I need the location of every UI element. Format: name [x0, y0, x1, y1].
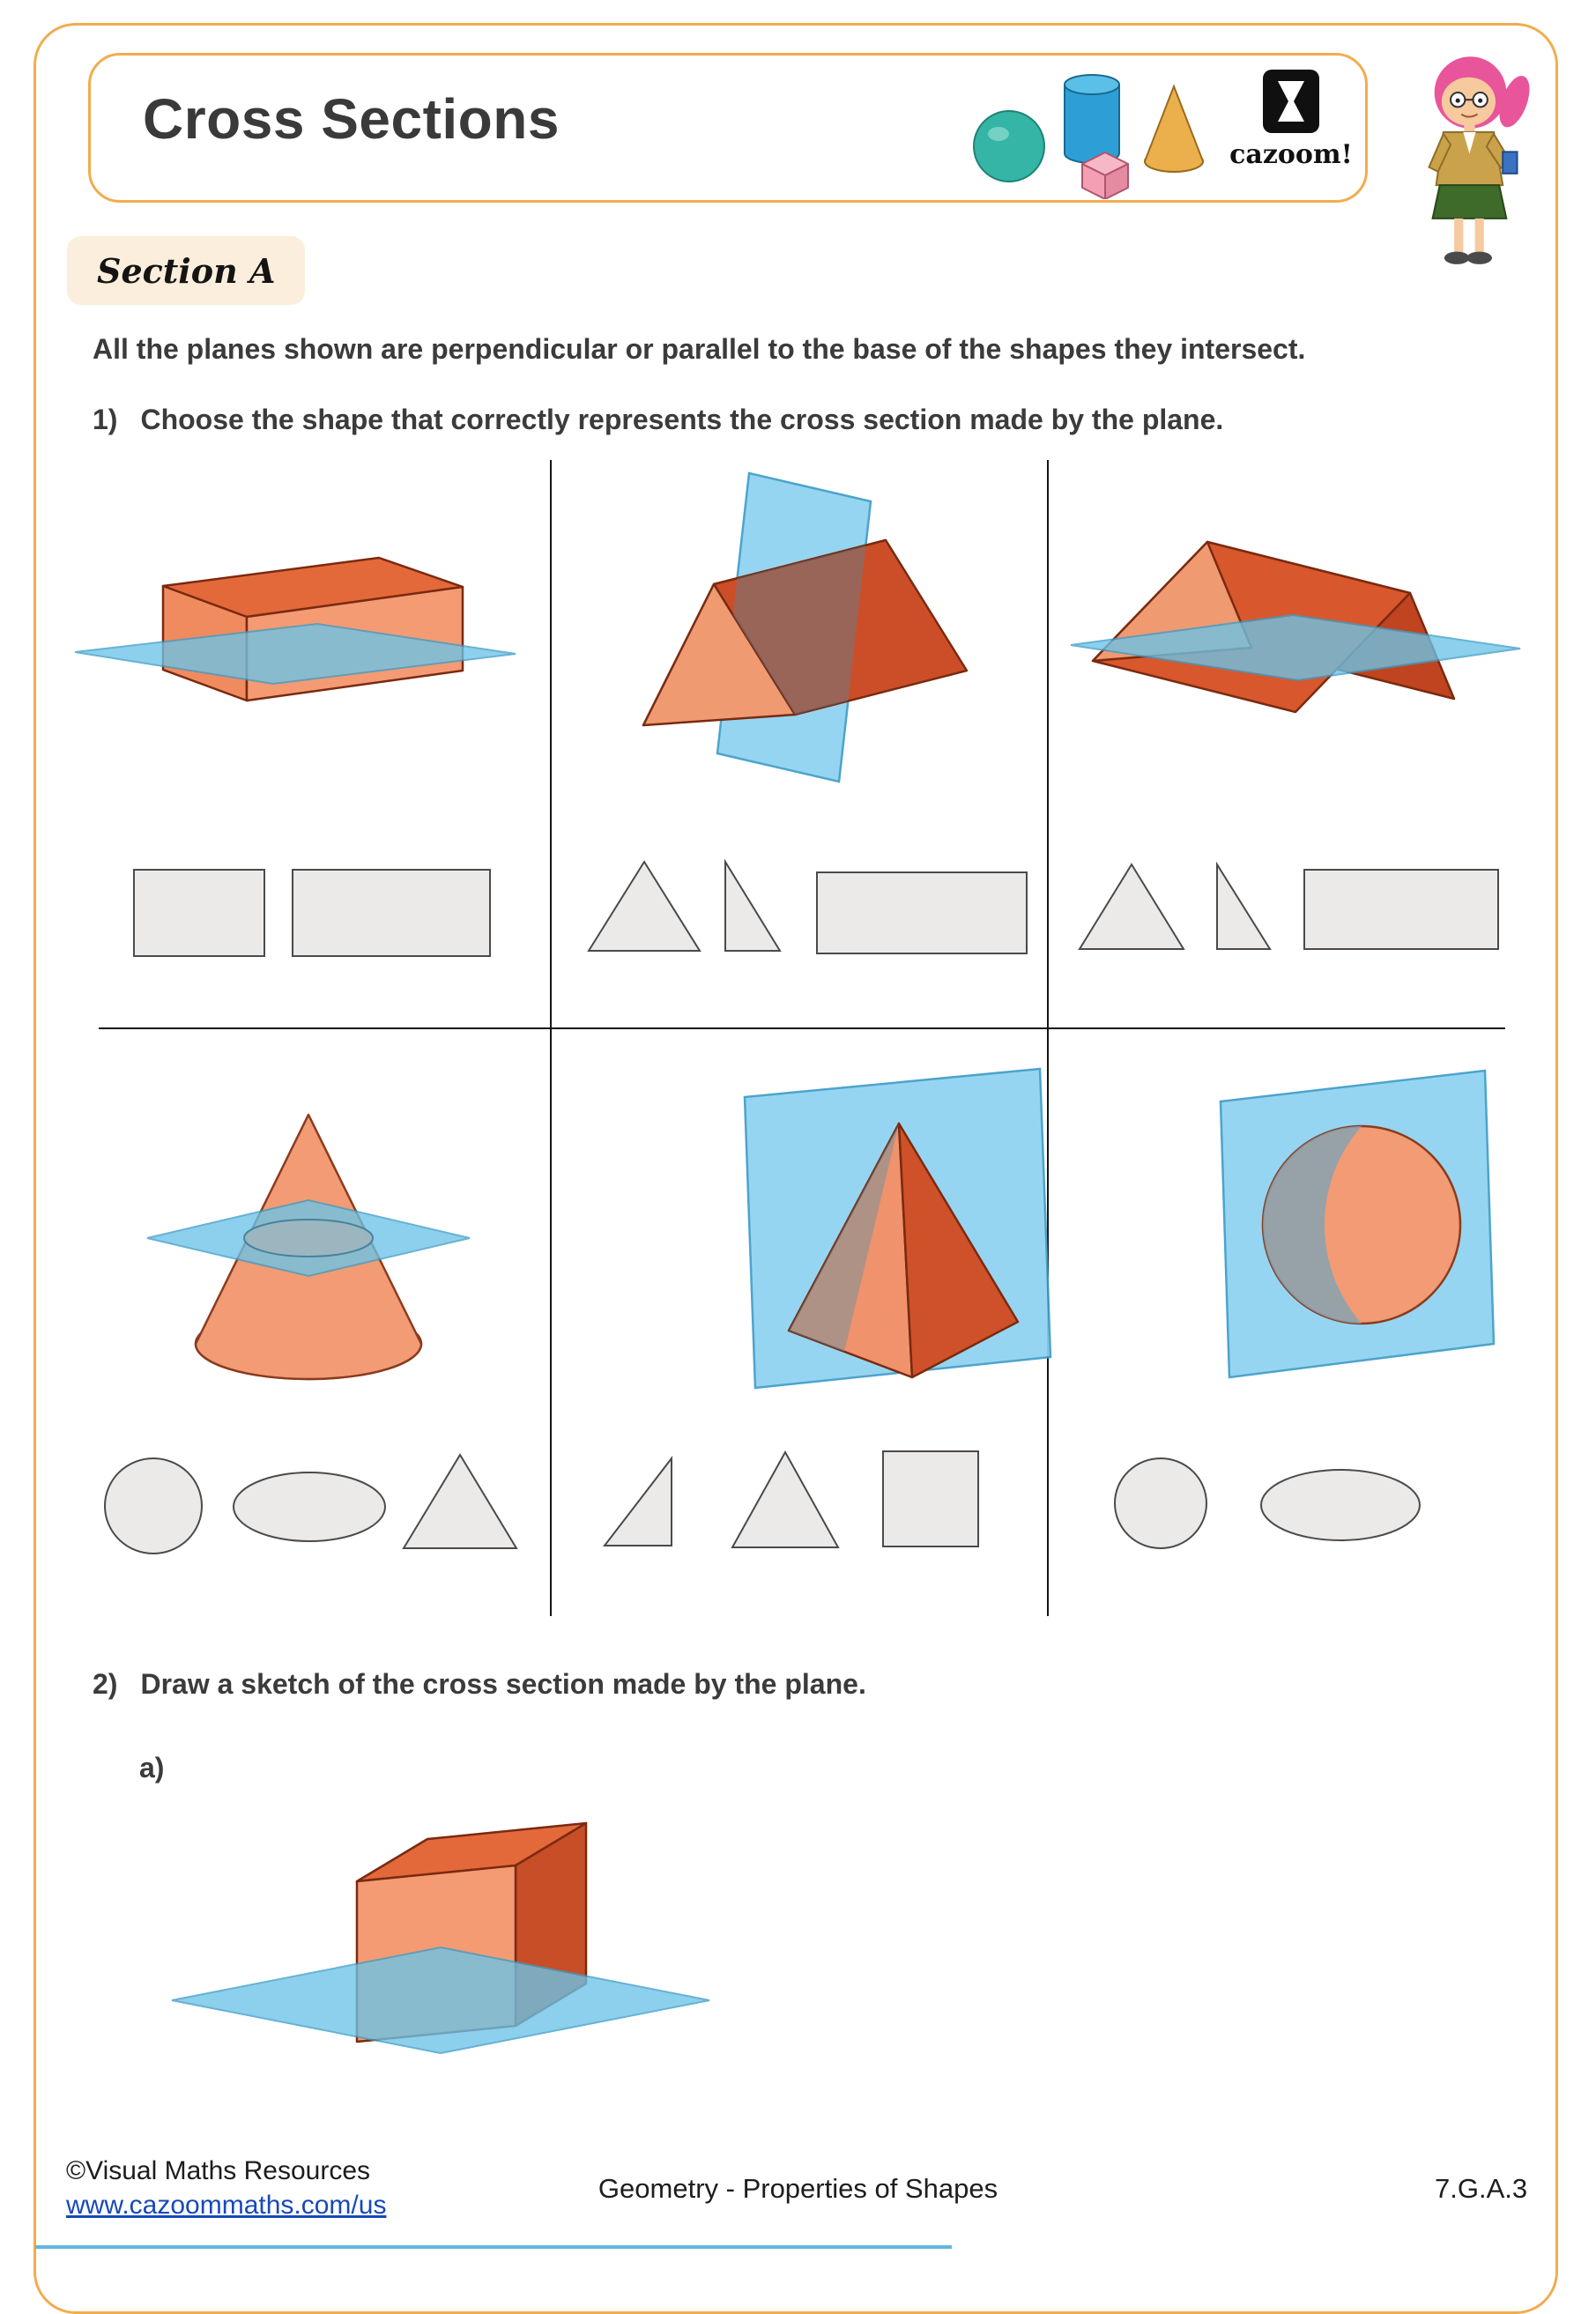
schoolgirl-mascot — [1391, 46, 1554, 271]
footer-copyright: ©Visual Maths Resources — [66, 2156, 371, 2185]
figure-cube-horizontal-plane — [154, 1811, 727, 2119]
question-2-text: Draw a sketch of the cross section made by the plane. — [140, 1668, 866, 1700]
question-2-number: 2) — [93, 1668, 118, 1700]
question-1 — [93, 404, 1223, 436]
option-cell4-triangle[interactable] — [401, 1452, 519, 1551]
question-2a-label: a) — [139, 1752, 165, 1784]
figure-tri-prism-horizontal-plane — [1062, 493, 1529, 767]
footer-bottom-rule — [35, 2245, 952, 2249]
header-shapes-group — [969, 58, 1207, 199]
grid-divider-horizontal — [99, 1027, 1505, 1029]
option-cell3-right-triangle[interactable] — [1214, 862, 1273, 952]
option-cell5-square[interactable] — [881, 1450, 980, 1548]
figure-sphere-vertical-plane — [1137, 1053, 1516, 1423]
option-cell3-rectangle[interactable] — [1303, 868, 1500, 951]
figure-rect-prism-horizontal-plane — [62, 493, 538, 784]
intro-text: All the planes shown are perpendicular or parallel to the base of the shapes they intersect. — [93, 333, 1306, 365]
option-cell6-ellipse[interactable] — [1258, 1467, 1422, 1543]
question-1-text: Choose the shape that correctly represents the cross section made by the plane. — [140, 404, 1224, 435]
figure-tri-prism-vertical-plane — [564, 463, 1013, 797]
option-cell4-ellipse[interactable] — [231, 1470, 388, 1544]
question-2 — [93, 1668, 866, 1701]
option-cell1-rectangle-wide[interactable] — [291, 868, 492, 958]
footer-standard-code: 7.G.A.3 — [1435, 2173, 1528, 2204]
brand-logo — [1221, 67, 1362, 170]
option-cell6-circle[interactable] — [1112, 1456, 1209, 1551]
figure-pyramid-vertical-plane — [643, 1053, 1110, 1423]
grid-divider-vertical-2 — [1047, 460, 1049, 1616]
footer-topic: Geometry - Properties of Shapes — [598, 2173, 998, 2204]
brand-name: cazoom! — [1229, 139, 1353, 170]
section-a-chip — [67, 236, 305, 305]
option-cell3-triangle[interactable] — [1077, 862, 1186, 952]
cone-icon — [1145, 86, 1203, 172]
option-cell2-triangle[interactable] — [586, 859, 702, 953]
figure-cone-horizontal-plane — [137, 1093, 480, 1401]
cylinder-icon — [1065, 75, 1119, 163]
cazoom-logo-icon — [1260, 67, 1322, 136]
section-a-label: Section A — [97, 250, 276, 291]
option-cell2-right-triangle[interactable] — [723, 859, 783, 953]
option-cell4-circle[interactable] — [101, 1456, 205, 1557]
grid-divider-vertical-1 — [550, 460, 552, 1616]
option-cell1-rectangle[interactable] — [132, 868, 266, 958]
option-cell5-right-triangle[interactable] — [602, 1456, 674, 1548]
question-1-number: 1) — [93, 404, 118, 435]
option-cell2-rectangle[interactable] — [815, 871, 1028, 955]
sphere-icon — [974, 111, 1044, 182]
footer-url-link[interactable]: www.cazoommaths.com/us — [66, 2191, 387, 2220]
page-title: Cross Sections — [143, 87, 560, 151]
option-cell5-triangle[interactable] — [730, 1450, 841, 1550]
